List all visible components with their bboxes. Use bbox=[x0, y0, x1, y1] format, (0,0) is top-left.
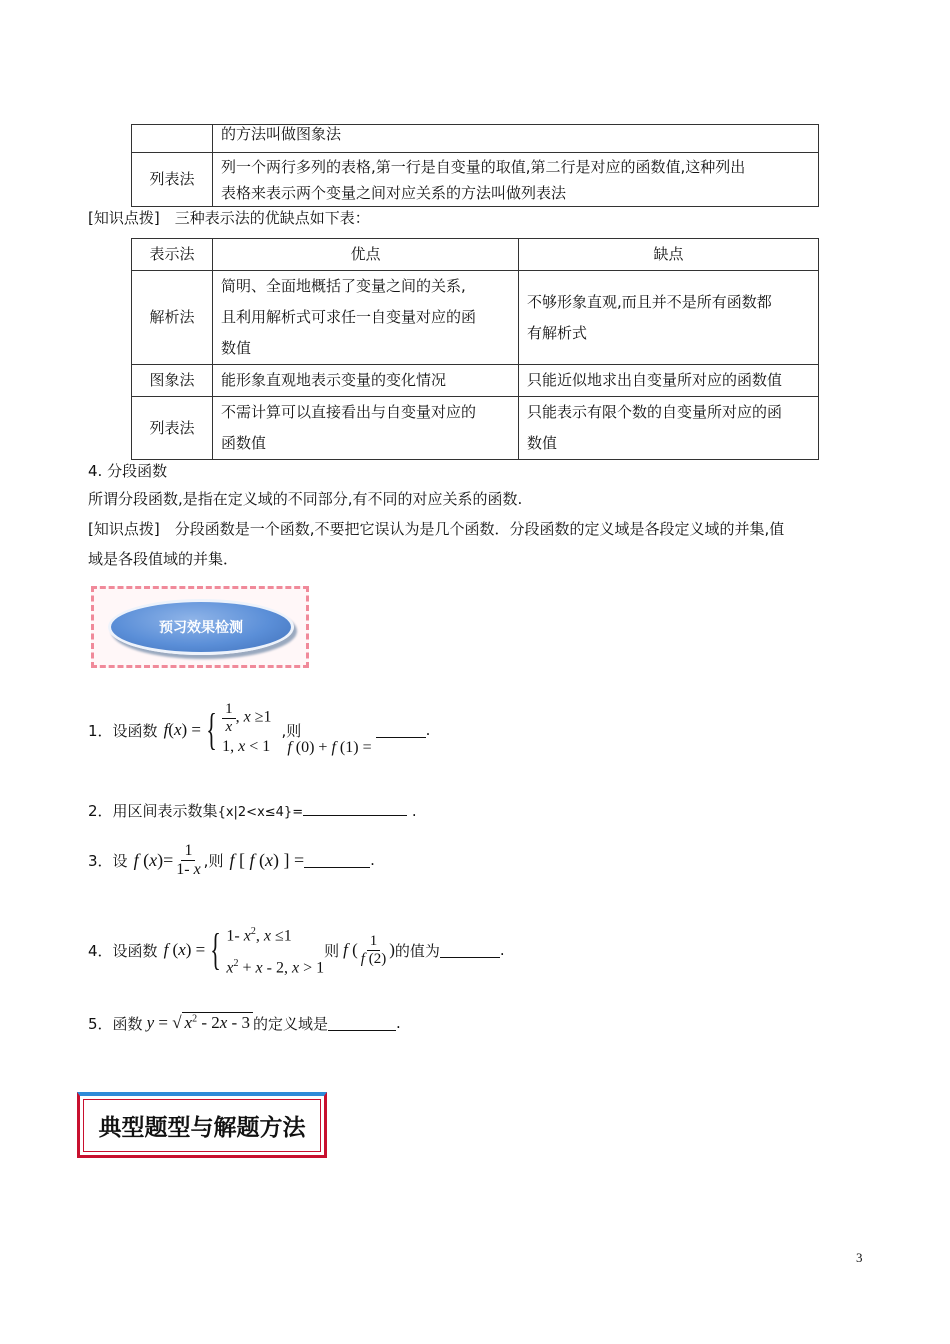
answer-blank[interactable] bbox=[304, 852, 370, 869]
table1-row2-line2: 表格来表示两个变量之间对应关系的方法叫做列表法 bbox=[221, 183, 567, 202]
answer-blank[interactable] bbox=[303, 799, 407, 816]
question-5: 5． 函数 y = √ $x^2 - 2x - 3$ 的定义域是 . bbox=[88, 1013, 401, 1033]
row-graph-con: 只能近似地求出自变量所对应的函数值 bbox=[519, 365, 819, 397]
table1-row1-text: 的方法叫做图象法 bbox=[213, 125, 819, 153]
brace-icon: { bbox=[210, 925, 222, 974]
header-cons: 缺点 bbox=[519, 239, 819, 271]
page-number: 3 bbox=[856, 1250, 863, 1265]
brace-icon: { bbox=[206, 705, 217, 754]
section-heading: 典型题型与解题方法 bbox=[98, 1115, 306, 1141]
question-1: 1． 设函数 f (x) = { $\frac{1}{x}$ , x ≥1 1, x < 1 ,则 f (0) + f (1) = . bbox=[88, 701, 431, 756]
section-heading-box bbox=[77, 1092, 327, 1158]
row-analytic-pro-line: 且利用解析式可求任一自变量对应的函 bbox=[221, 308, 477, 326]
piecewise-definition: 所谓分段函数,是指在定义域的不同部分,有不同的对应关系的函数. bbox=[88, 490, 523, 508]
row-list-pro-line: 函数值 bbox=[221, 434, 267, 452]
table1-row2-line1: 列一个两行多列的表格,第一行是自变量的取值,第二行是对应的函数值,这种列出 bbox=[221, 157, 746, 176]
row-graph-name: 图象法 bbox=[132, 365, 213, 397]
q1-formula: f bbox=[163, 720, 169, 739]
row-analytic-con-line: 有解析式 bbox=[527, 323, 588, 342]
row-list-pro-line: 不需计算可以直接看出与自变量对应的 bbox=[221, 403, 477, 421]
row-list-con-line: 数值 bbox=[527, 434, 558, 452]
table1-row1-label bbox=[132, 125, 213, 153]
question-4: 4． 设函数 f (x) = { 1- $x^2$, x ≤1 $x^2 + x - 2$, x > 1 则 f ( $\frac{1}{f (2)}$ ) 的值为 . bbox=[88, 925, 505, 977]
row-list-con-line: 只能表示有限个数的自变量所对应的函 bbox=[527, 403, 783, 421]
q4-formula: f (x) = bbox=[163, 940, 206, 959]
row-analytic-pro-line: 数值 bbox=[221, 339, 252, 357]
knowledge-tip-2-line1: [知识点拨] 分段函数是一个函数,不要把它误认为是几个函数．分段函数的定义域是各段定义域的并集,值 bbox=[88, 520, 785, 538]
section-4-title: 4. 分段函数 bbox=[88, 462, 168, 480]
header-method: 表示法 bbox=[132, 239, 213, 271]
answer-blank[interactable] bbox=[328, 1015, 396, 1032]
q3-formula: f (x)= bbox=[133, 849, 174, 870]
row-graph-pro: 能形象直观地表示变量的变化情况 bbox=[213, 365, 519, 397]
q4-expression: f ( bbox=[343, 940, 358, 959]
preview-badge-frame bbox=[91, 586, 309, 668]
q1-expression: f (0) + f (1) = bbox=[287, 739, 372, 756]
pros-cons-table bbox=[131, 238, 819, 460]
question-2: 2．用区间表示数集{x|2<x≤4}= . bbox=[88, 796, 417, 828]
answer-blank[interactable] bbox=[440, 942, 500, 959]
knowledge-tip-2-line2: 域是各段值域的并集． bbox=[88, 550, 239, 568]
knowledge-tip-1: [知识点拨] 三种表示法的优缺点如下表： bbox=[88, 209, 370, 227]
header-pros: 优点 bbox=[213, 239, 519, 271]
q3-expression: f [ f (x) ] = bbox=[229, 849, 305, 870]
row-analytic-con-line: 不够形象直观,而且并不是所有函数都 bbox=[527, 292, 772, 311]
question-3: 3． 设 f (x)= $\frac{1}{1- x}$ ,则 f [ f (x) ] = . bbox=[88, 841, 375, 878]
answer-blank[interactable] bbox=[376, 722, 426, 739]
preview-badge: 预习效果检测 bbox=[108, 599, 294, 655]
row-analytic-name: 解析法 bbox=[132, 271, 213, 365]
row-list-name: 列表法 bbox=[132, 397, 213, 460]
representation-table-continued bbox=[131, 124, 819, 207]
row-analytic-pro-line: 简明、全面地概括了变量之间的关系, bbox=[221, 277, 466, 295]
q5-formula: y = √ $x^2 - 2x - 3$ bbox=[147, 1013, 253, 1033]
table1-row2-label: 列表法 bbox=[132, 153, 213, 207]
